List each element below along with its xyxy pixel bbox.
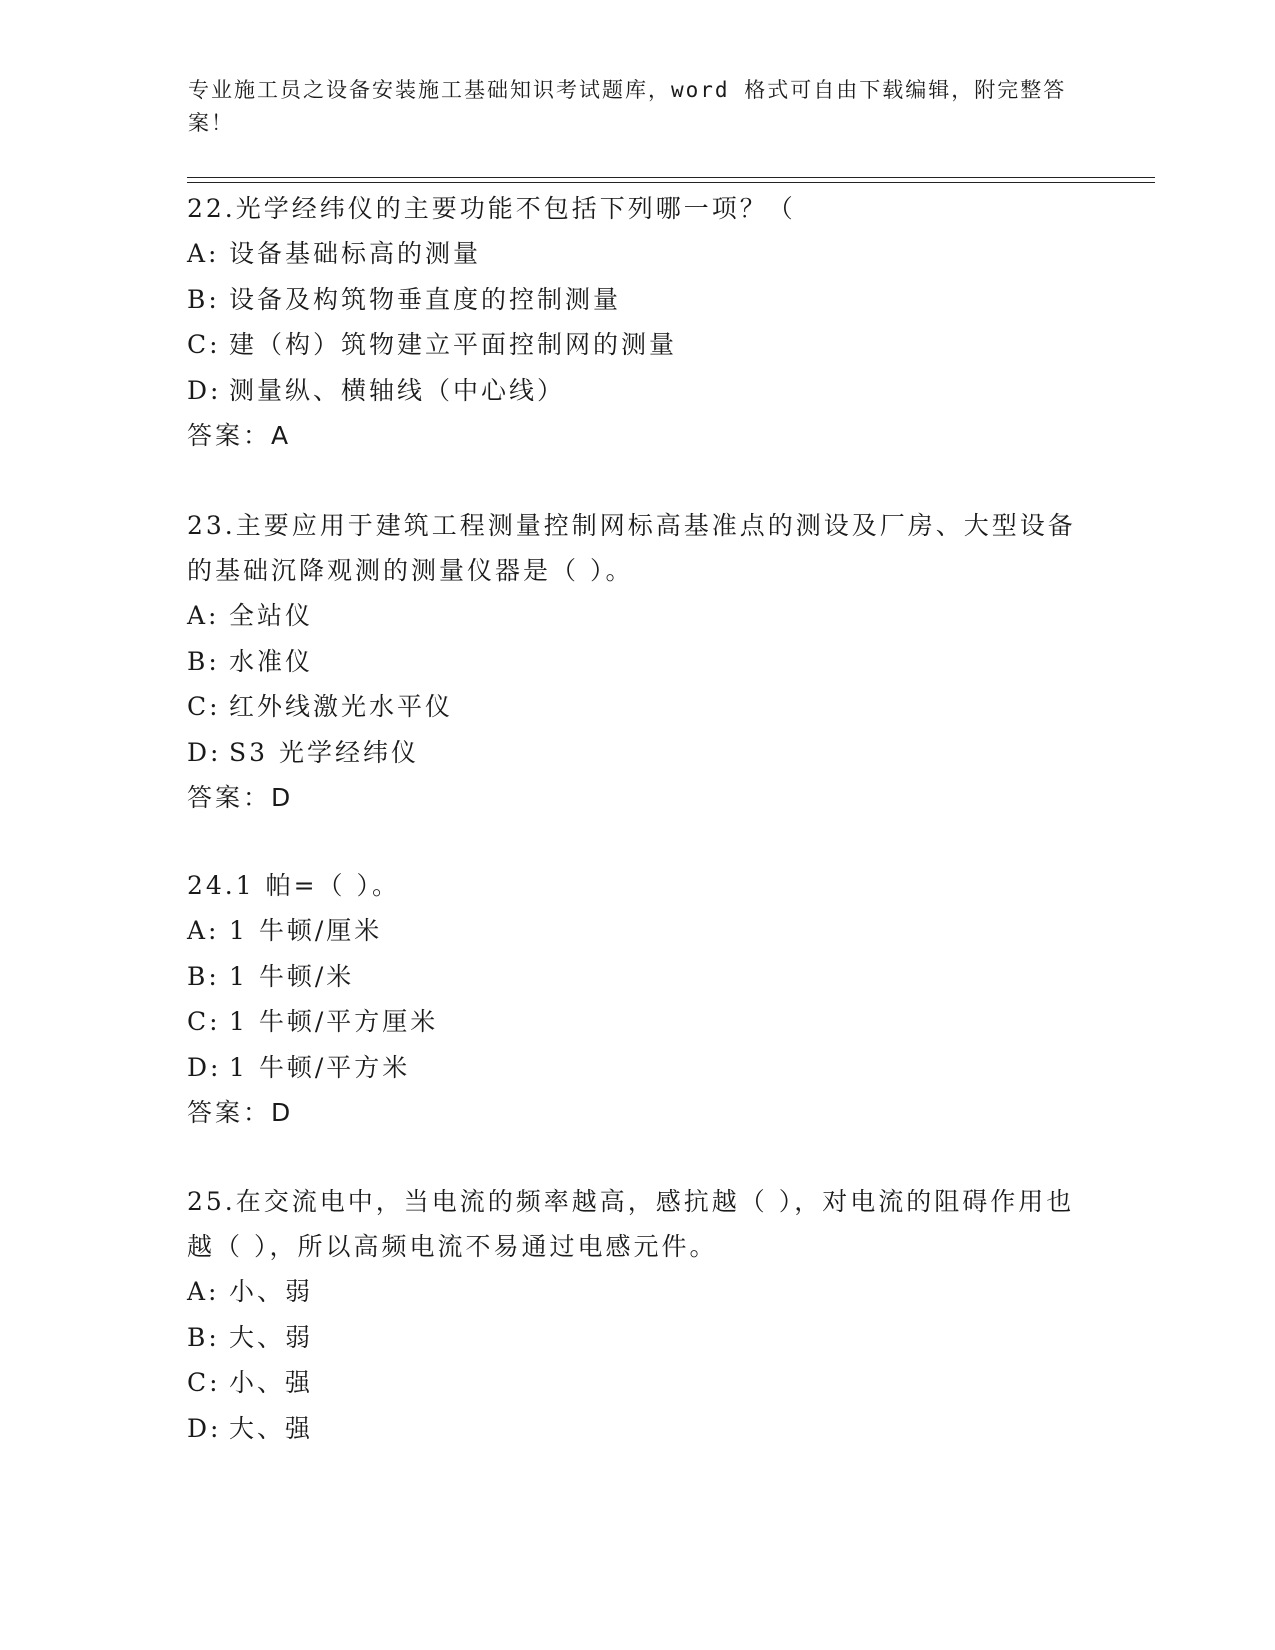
option-text: 大、弱 <box>229 1322 314 1352</box>
option-c <box>187 684 1087 730</box>
option-letter: A: <box>187 601 220 630</box>
option-letter: B: <box>187 646 220 676</box>
option-letter: C: <box>187 330 221 360</box>
option-b <box>187 639 1087 685</box>
option-letter: B: <box>187 1322 220 1352</box>
option-text: 设备基础标高的测量 <box>229 239 482 268</box>
option-b <box>187 954 1087 1000</box>
option-d <box>187 730 1087 776</box>
option-letter: B: <box>187 961 220 991</box>
option-a <box>187 1269 1087 1315</box>
option-letter: D: <box>187 1052 222 1082</box>
option-text: 大、强 <box>229 1413 314 1443</box>
option-b <box>187 277 1087 323</box>
option-text: 小、弱 <box>229 1277 314 1306</box>
option-text: 1 牛顿/平方米 <box>229 1052 411 1082</box>
option-text: 设备及构筑物垂直度的控制测量 <box>229 284 622 314</box>
answer: 答案：D <box>187 783 294 813</box>
question-title: 25.在交流电中，当电流的频率越高，感抗越（ ），对电流的阻碍作用也越（ ），所以高频电流不易通过电感元件。 <box>187 1187 1075 1261</box>
question-25 <box>187 1179 1087 1451</box>
option-letter: A: <box>187 1277 220 1306</box>
option-letter: D: <box>187 737 222 767</box>
option-text: 水准仪 <box>229 646 314 676</box>
question-title: 24.1 帕=（ ）。 <box>187 871 401 900</box>
option-text: 红外线激光水平仪 <box>229 692 454 722</box>
option-a <box>187 593 1087 639</box>
header-rule-top <box>187 177 1155 178</box>
option-a <box>187 231 1087 277</box>
option-d <box>187 1045 1087 1091</box>
document-header: 专业施工员之设备安装施工基础知识考试题库，word 格式可自由下载编辑，附完整答案！ <box>188 78 1067 135</box>
answer: 答案：A <box>187 421 292 451</box>
question-24 <box>187 863 1087 1136</box>
option-a <box>187 908 1087 954</box>
option-letter: A: <box>187 239 220 268</box>
option-letter: B: <box>187 284 220 314</box>
header-rule-bottom <box>187 182 1155 183</box>
option-d <box>187 368 1087 414</box>
option-letter: C: <box>187 1007 221 1037</box>
option-text: 1 牛顿/平方厘米 <box>229 1007 439 1037</box>
option-text: 测量纵、横轴线（中心线） <box>229 375 566 405</box>
question-title: 23.主要应用于建筑工程测量控制网标高基准点的测设及厂房、大型设备的基础沉降观测的测量仪器是（ ）。 <box>187 511 1076 585</box>
option-letter: D: <box>187 1413 222 1443</box>
option-c <box>187 1360 1087 1406</box>
option-letter: C: <box>187 692 221 722</box>
question-title: 22.光学经纬仪的主要功能不包括下列哪一项？（ <box>187 194 796 223</box>
option-text: 全站仪 <box>229 601 314 630</box>
question-22 <box>187 186 1087 459</box>
option-text: 小、强 <box>229 1368 314 1398</box>
option-text: 1 牛顿/厘米 <box>229 916 383 945</box>
option-c <box>187 322 1087 368</box>
option-b <box>187 1315 1087 1361</box>
option-c <box>187 999 1087 1045</box>
answer: 答案：D <box>187 1098 294 1128</box>
option-letter: D: <box>187 375 222 405</box>
option-d <box>187 1406 1087 1452</box>
option-letter: C: <box>187 1368 221 1398</box>
question-23 <box>187 503 1087 821</box>
option-text: 建（构）筑物建立平面控制网的测量 <box>229 330 678 360</box>
option-letter: A: <box>187 916 220 945</box>
option-text: 1 牛顿/米 <box>229 961 355 991</box>
option-text: S3 光学经纬仪 <box>229 737 419 767</box>
